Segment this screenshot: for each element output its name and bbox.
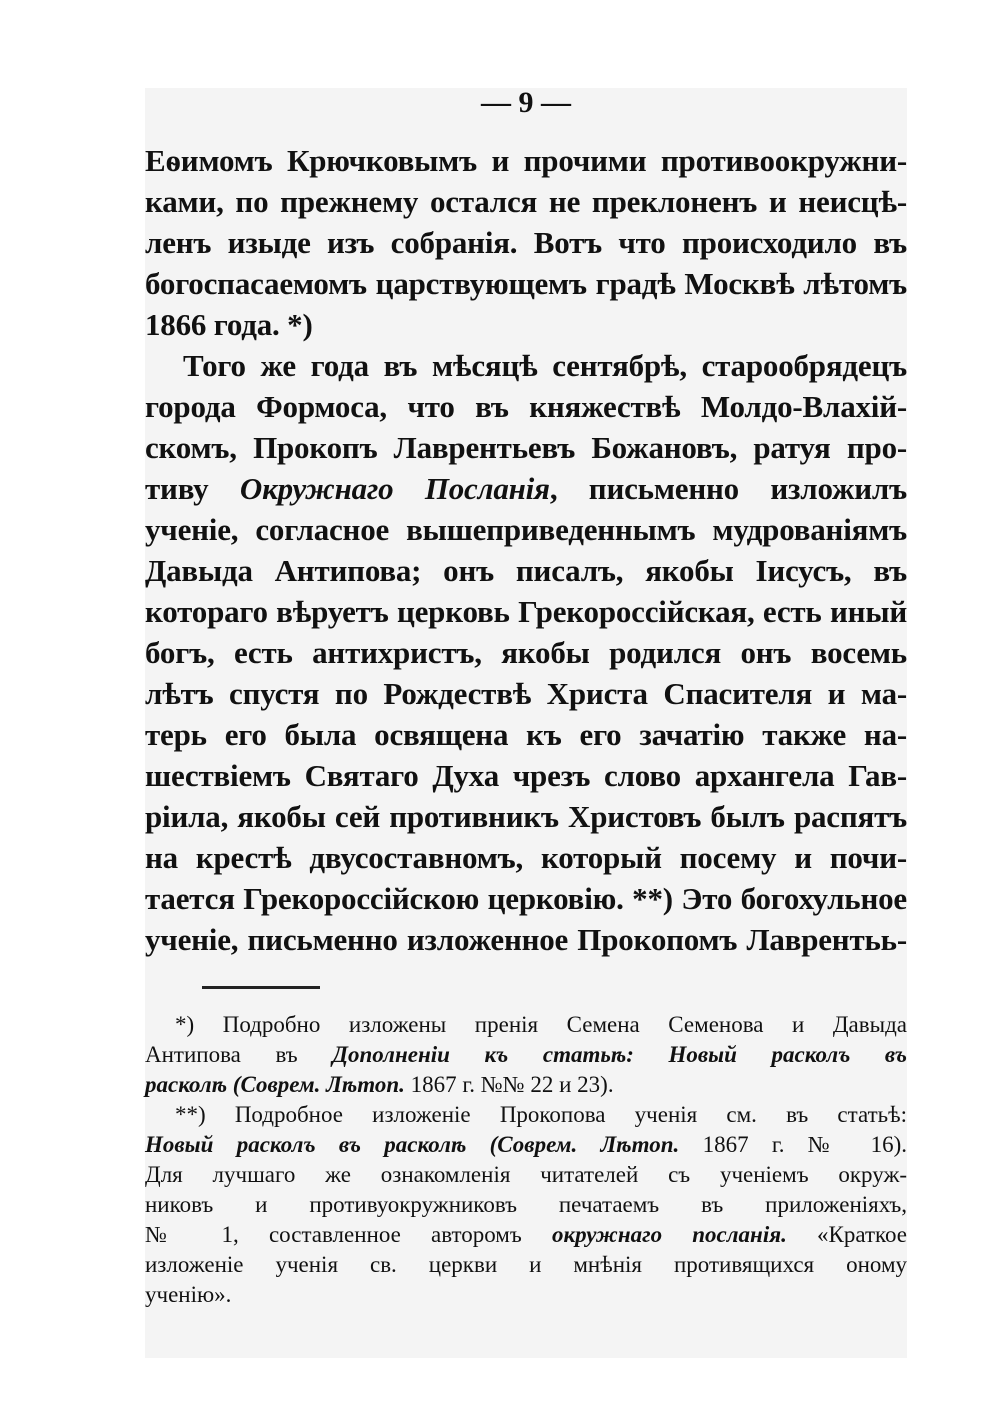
text-line bbox=[145, 468, 907, 509]
text-fragment: № 1, составленное авторомъ bbox=[145, 1222, 522, 1247]
text-line: Давыда Антипова; онъ писалъ, якобы Іисусъ, въ bbox=[145, 553, 907, 588]
text-line: богоспасаемомъ царствующемъ градѣ Москвѣ лѣтомъ bbox=[145, 266, 907, 301]
footnotes bbox=[145, 1010, 907, 1310]
text-line: ученіе, письменно изложенное Прокопомъ Лаврентьь- bbox=[145, 922, 907, 957]
italic-title: Новый расколъ въ расколѣ bbox=[145, 1132, 467, 1157]
text-line: 1866 года. *) bbox=[145, 307, 313, 342]
footnote-line bbox=[145, 1070, 907, 1100]
main-text bbox=[145, 140, 907, 960]
text-line: на крестѣ двусоставномъ, который посему и почи- bbox=[145, 840, 907, 875]
italic-title: Дополненіи къ статьѣ: Новый расколъ въ bbox=[332, 1042, 908, 1067]
text-line: скомъ, Прокопъ Лаврентьевъ Божановъ, ратуя про- bbox=[145, 430, 907, 465]
italic-title: расколѣ (Соврем. Лѣтоп. bbox=[145, 1072, 405, 1097]
text-line: ками, по прежнему остался не преклоненъ и неисцѣ- bbox=[145, 184, 907, 219]
footnote-line bbox=[145, 1040, 907, 1070]
footnote-line: никовъ и противуокружниковъ печатаемъ въ приложеніяхъ, bbox=[145, 1192, 907, 1217]
text-line: шествіемъ Святаго Духа чрезъ слово архангела Гав- bbox=[145, 758, 907, 793]
text-line: Того же года въ мѣсяцѣ сентябрѣ, старообрядецъ bbox=[183, 348, 907, 383]
text-fragment: Антипова въ bbox=[145, 1042, 298, 1067]
italic-title: (Соврем. Лѣтоп. bbox=[489, 1132, 680, 1157]
italic-title: окружнаго посланія. bbox=[551, 1222, 787, 1247]
page-number: — 9 — bbox=[481, 86, 571, 119]
text-line: богъ, есть антихристъ, якобы родился онъ восемь bbox=[145, 635, 907, 670]
book-page bbox=[145, 88, 907, 1358]
footnote-line: ученію». bbox=[145, 1282, 232, 1307]
text-fragment: 1867 г. № 16). bbox=[702, 1132, 908, 1157]
text-line: лѣтъ спустя по Рождествѣ Христа Спасителя и ма- bbox=[145, 676, 907, 711]
footnote-line: **) Подробное изложеніе Прокопова ученія см. въ статьѣ: bbox=[175, 1102, 907, 1127]
text-line: тается Грекороссійскою церковію. **) Это богохульное bbox=[145, 881, 907, 916]
footnote-divider bbox=[202, 986, 320, 989]
text-fragment: , письменно изложилъ bbox=[549, 471, 907, 506]
footnote-line: Для лучшаго же ознакомленія читателей съ ученіемъ окруж- bbox=[145, 1162, 907, 1187]
footnote-line: *) Подробно изложены пренія Семена Семенова и Давыда bbox=[175, 1012, 907, 1037]
text-fragment: 1867 г. №№ 22 и 23). bbox=[410, 1072, 614, 1097]
footnote-line bbox=[145, 1130, 907, 1160]
text-fragment: «Краткое bbox=[817, 1222, 908, 1247]
text-line: ленъ изыде изъ собранія. Вотъ что происходило въ bbox=[145, 225, 907, 260]
footnote-line bbox=[145, 1220, 907, 1250]
text-fragment: тиву bbox=[145, 471, 209, 506]
text-line: котораго вѣруетъ церковь Грекороссійская, есть иный bbox=[145, 594, 907, 629]
text-line: ученіе, согласное вышеприведеннымъ мудрованіямъ bbox=[145, 512, 907, 547]
footnote-line: изложеніе ученія св. церкви и мнѣнія противящихся оному bbox=[145, 1252, 907, 1277]
text-line: терь его была освящена къ его зачатію также на- bbox=[145, 717, 907, 752]
text-line: ріила, якобы сей противникъ Христовъ былъ распятъ bbox=[145, 799, 907, 834]
text-line: Еѳимомъ Крючковымъ и прочими противоокружни- bbox=[145, 143, 907, 178]
text-line: города Формоса, что въ княжествѣ Молдо-Влахій- bbox=[145, 389, 907, 424]
italic-title: Окружнаго Посланія bbox=[239, 471, 550, 506]
